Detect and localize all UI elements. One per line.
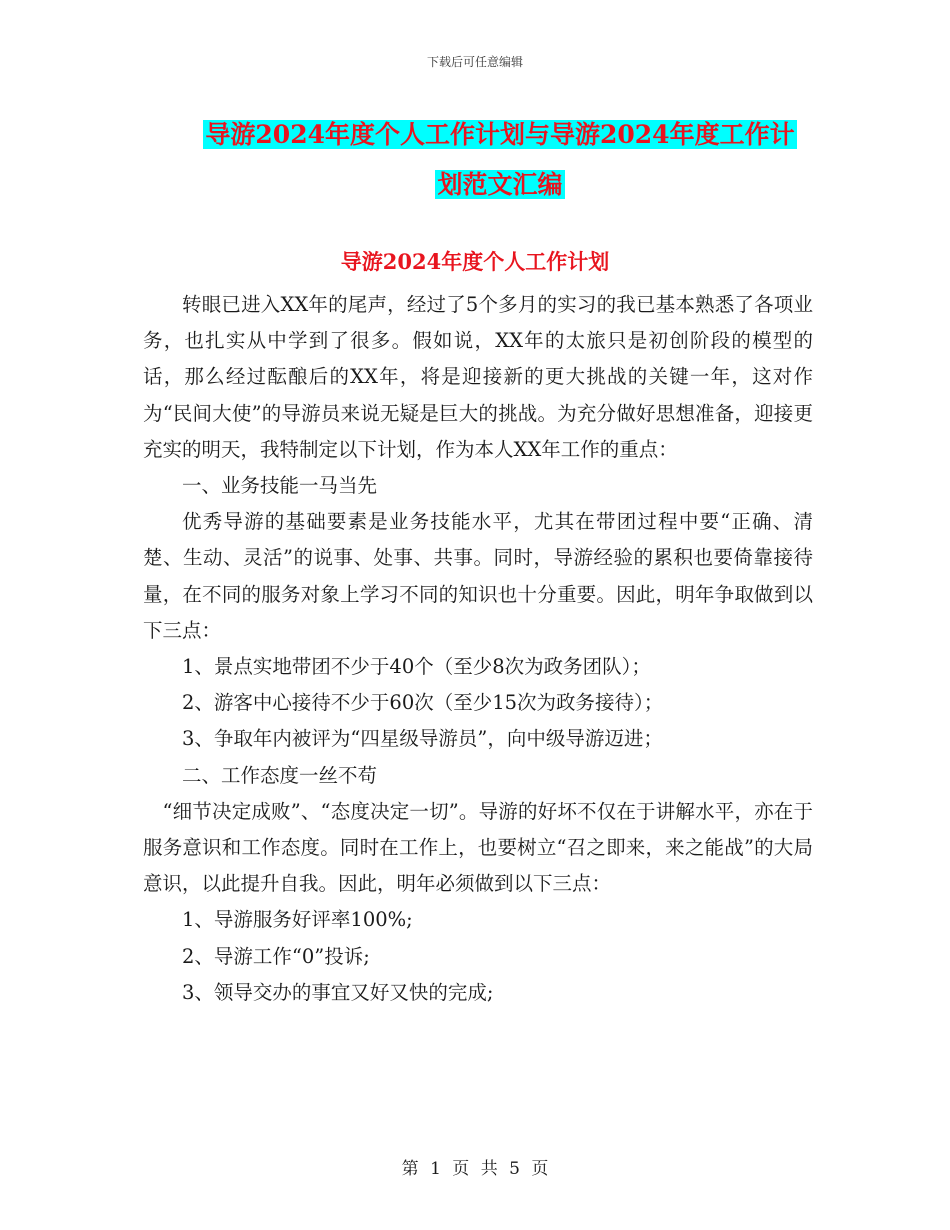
heading-business-skills: 一、业务技能一马当先	[182, 474, 378, 498]
page-footer	[0, 1154, 950, 1179]
list-item-6: 3、领导交办的事宜又好又快的完成;	[182, 980, 494, 1004]
paragraph-business-skills: 优秀导游的基础要素是业务技能水平，尤其在带团过程中要“正确、清楚、生动、灵活”的说事、处事、共事。同时，导游经验的累积也要倚靠接待量，在不同的服务对象上学习不同的知识也十分重要。因此，明年争取做到以下三点：	[143, 510, 813, 642]
page-header-note: 下载后可任意编辑	[426, 55, 523, 69]
footer-suffix: 页	[531, 1159, 549, 1179]
document-title	[190, 110, 810, 210]
paragraph-work-attitude: “细节决定成败”、“态度决定一切”。导游的好坏不仅在于讲解水平，亦在于服务意识和工作态度。同时在工作上，也要树立“召之即来，来之能战”的大局意识，以此提升自我。因此，明年必须做到以下三点：	[143, 799, 813, 896]
list-item-2: 2、游客中心接待不少于60次（至少15次为政务接待）；	[182, 691, 664, 715]
footer-prefix: 第	[401, 1159, 419, 1179]
paragraph-intro: 转眼已进入XX年的尾声，经过了5个多月的实习的我已基本熟悉了各项业务，也扎实从中学到了很多。假如说，XX年的太旅只是初创阶段的模型的话，那么经过酝酿后的XX年，将是迎接新的更大挑战的关键一年，这对作为“民间大使”的导游员来说无疑是巨大的挑战。为充分做好思想准备，迎接更充实的明天，我特制定以下计划，作为本人XX年工作的重点：	[143, 293, 813, 461]
list-item-3: 3、争取年内被评为“四星级导游员”，向中级导游迈进；	[182, 727, 663, 751]
list-item-4: 1、导游服务好评率100%;	[182, 908, 413, 932]
footer-total-prefix: 共	[480, 1159, 498, 1179]
list-item-1: 1、景点实地带团不少于40个（至少8次为政务团队）；	[182, 655, 651, 679]
section-title: 导游2024年度个人工作计划	[340, 249, 610, 274]
list-item-5: 2、导游工作“0”投诉;	[182, 944, 370, 968]
document-title-line1: 导游2024年度个人工作计划与导游2024年度工作计	[205, 120, 795, 149]
heading-work-attitude: 二、工作态度一丝不苟	[182, 763, 378, 787]
footer-page-current: 1	[430, 1159, 441, 1179]
document-title-line2: 划范文汇编	[437, 170, 563, 199]
footer-page-word: 页	[452, 1159, 470, 1179]
document-body	[143, 287, 813, 1011]
footer-page-total: 5	[509, 1159, 520, 1179]
